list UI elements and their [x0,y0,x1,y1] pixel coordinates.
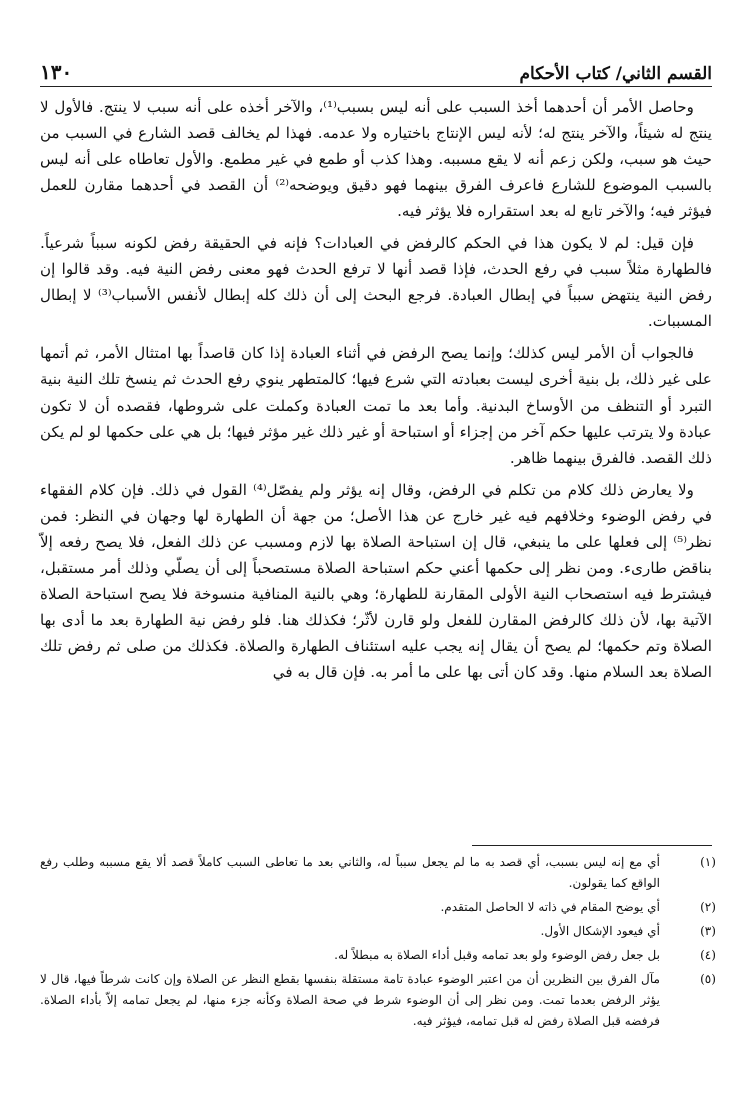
footnote [40,852,716,894]
page-number: ١٣٠ [40,60,73,84]
page-header [40,52,712,87]
footnote-number: (٤) [700,948,716,962]
footnote [40,969,716,1032]
footnote [40,945,716,966]
footnote-number: (٣) [700,924,716,938]
footnote-number: (٥) [700,972,716,986]
footnote-text: أي يوضح المقام في ذاته لا الحاصل المتقدم. [440,900,660,914]
paragraph: ولا يعارض ذلك كلام من تكلم في الرفض، وقال إنه يؤثر ولم يفصّل⁽⁴⁾ القول في ذلك. فإن كلام الفقهاء في رفض الوضوء وخلافهم فيه غير خارج عن هذا الأصل؛ من جهة أن الطهارة لها وجهان في النظر: فمن نظر⁽⁵⁾ إلى فعلها على ما ينبغي، قال إن استباحة الصلاة بها لازم ومسبب عن ذلك الفعل، فلا يصح رفعه إلاّ بناقض طارىء. ومن نظر إلى حكمها أعني حكم استباحة الصلاة مستصحباً إلى أن يصلّي وذلك أمر مستقبل، فيشترط فيه استصحاب النية الأولى المقارنة للطهارة؛ وهي بالنية المنافية منسوخة فلا يصح استباحة الصلاة الآتية بها، لأن ذلك كالرفض المقارن للفعل ولو قارن لأثّر؛ فكذلك هنا. فلو رفض نية الطهارة بعد ما أدى بها الصلاة وتم حكمها؛ لم يصح أن يقال إنه يجب عليه استئناف الطهارة والصلاة. فكذلك من صلى ثم رفض تلك الصلاة بعد السلام منها. وقد كان أتى بها على ما أمر به. فإن قال به في [40,480,712,681]
main-text [40,94,712,691]
paragraph: وحاصل الأمر أن أحدهما أخذ السبب على أنه ليس بسبب⁽¹⁾، والآخر أخذه على أنه سبب لا ينتج. فالأول لا ينتج له شيئاً، والآخر ينتج له؛ لأنه ليس الإنتاج باختياره ولا عدمه. فهذا لم يخالف قصد الشارع في السبب من حيث هو سبب، ولكن زعم أنه لا يقع مسببه. وهذا كذب أو طمع في غير مطمع. والأول تعاطاه على أنه ليس بالسبب الموضوع للشارع فاعرف الفرق بينهما فهو دقيق ويوضحه⁽²⁾ أن القصد في أحدهما مقارن للعمل فيؤثر فيه؛ والآخر تابع له بعد استقراره فلا يؤثر فيه. [40,98,712,221]
footnote-text: أي مع إنه ليس بسبب، أي قصد به ما لم يجعل سبباً له، والثاني بعد ما تعاطى السبب كاملاً قصد ألا يقع مسببه وطلب رفع الواقع كما يقولون. [40,855,660,890]
footnote-text: مآل الفرق بين النظرين أن من اعتبر الوضوء عبادة تامة مستقلة بنفسها بقطع النظر عن الصلاة وإن كانت شرطاً فيها، قال لا يؤثر الرفض بعدما تمت. ومن نظر إلى أن الوضوء شرط في صحة الصلاة وكأنه جزء منها، لم يجعل تمامه إلاّ بأداء الصلاة. فرفضه قبل الصلاة رفض له قبل تمامه، فيؤثر فيه. [40,972,660,1028]
footnote-number: (٢) [700,900,716,914]
chapter-title: القسم الثاني/ كتاب الأحكام [519,64,712,84]
footnote-separator [472,845,712,846]
footnote-text: أي فيعود الإشكال الأول. [540,924,660,938]
footnote [40,921,716,942]
paragraph: فإن قيل: لم لا يكون هذا في الحكم كالرفض في العبادات؟ فإنه في الحقيقة رفض لكونه سبباً شرعياً. فالطهارة مثلاً سبب في رفع الحدث، فإذا قصد أنها لا ترفع الحدث فهو معنى رفض النية فيه. وقد قالوا إن رفض النية ينتهض سبباً في إبطال العبادة. فرجع البحث إلى أن ذلك كله إبطال لأنفس الأسباب⁽³⁾ لا إبطال المسببات. [40,234,712,331]
footnote-number: (١) [700,855,716,869]
footnote-text: بل جعل رفض الوضوء ولو بعد تمامه وقبل أداء الصلاة به مبطلاً له. [334,948,660,962]
footnotes [40,852,716,1035]
paragraph: فالجواب أن الأمر ليس كذلك؛ وإنما يصح الرفض في أثناء العبادة إذا كان قاصداً بها امتثال الأمر، ثم أتمها على غير ذلك، بل بنية أخرى ليست بعبادته التي شرع فيها؛ كالمتطهر ينوي رفع الحدث ثم ينسخ تلك النية بنية التبرد أو التنظف من الأوساخ البدنية. وأما بعد ما تمت العبادة وكملت على شروطها، فقصده أن لا تكون عبادة ولا يترتب عليها حكم آخر من إجزاء أو استباحة أو غير ذلك غير مؤثر فيها؛ بل هي على حكمها لو لم يكن ذلك القصد. فالفرق بينهما ظاهر. [40,344,712,467]
footnote [40,897,716,918]
